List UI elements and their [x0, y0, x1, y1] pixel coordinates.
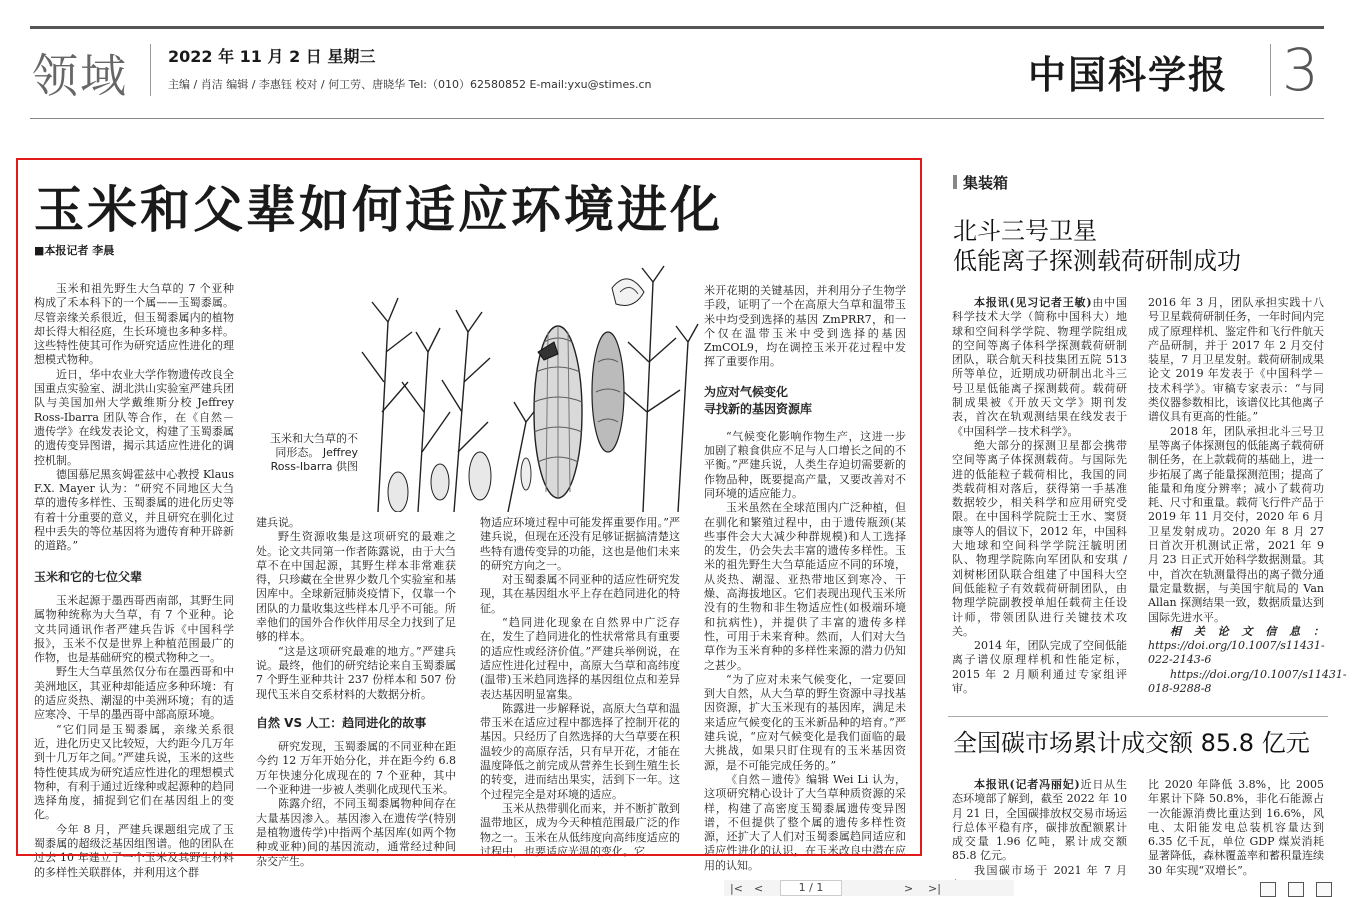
subheading: 自然 VS 人工：趋同进化的故事	[256, 715, 427, 730]
news1-title-line2: 低能离子探测载荷研制成功	[953, 247, 1241, 275]
subheading: 玉米和它的七位父辈	[34, 569, 143, 584]
paragraph: 建兵说。	[256, 516, 300, 529]
paragraph: 德国慕尼黑亥姆霍兹中心教授 Klaus F.X. Mayer 认为：“研究不同地区大刍草的遗传多样性、玉蜀黍属的进化历史等有着十分重要的意义，并且研究在驯化过程中丢失的等位基因将为遗传育种开辟新的道路。”	[34, 467, 234, 553]
news1-column-2	[1148, 296, 1347, 696]
paragraph: “这是这项研究最难的地方。”严建兵说。最终，他们的研究结论来自玉蜀黍属 7 个野生亚种共计 237 份样本和 507 份现代玉米自交系材料的大数据分析。	[256, 644, 456, 701]
paragraph: 今年 8 月，严建兵课题组完成了玉蜀黍属的超级泛基因组图谱。他的团队在过去 10 年建立了一个玉米及其野生材料的多样性关联群体，并利用这个群	[34, 822, 234, 879]
paragraph: 《自然－遗传》编辑 Wei Li 认为，这项研究精心设计了大刍草种质资源的采样，构建了高密度玉蜀黍属遗传变异图谱，不但提供了整个属的遗传多样性资源，还扩大了人们对玉蜀黍属趋同适应和适应性进化的认识，在玉米改良中潜在应用的认知。	[704, 772, 906, 872]
paragraph: 近日从生态环境部了解到，截至 2022 年 10 月 21 日，全国碳排放权交易市场运行总体平稳有序，碳排放配额累计成交量 1.96 亿吨，累计成交额 85.8 亿元。	[952, 778, 1127, 863]
article-byline: ■本报记者 李晨	[34, 244, 115, 257]
paragraph: 研究发现，玉蜀黍属的不同亚种在距今约 12 万年开始分化，并在距今约 6.8 万年快速分化成现在的 7 个亚种，其中一个亚种进一步被人类驯化成现代玉米。	[256, 740, 456, 797]
masthead-bottom-rule	[30, 118, 1324, 119]
maize-illustration	[358, 262, 700, 512]
news1-title-line1: 北斗三号卫星	[953, 217, 1097, 245]
paragraph: “趋同进化现象在自然界中广泛存在，发生了趋同进化的性状常常具有重要的适应性或经济价值。”严建兵举例说，在适应性进化过程中，高原大刍草和高纬度(温带)玉米趋同选择的基因组位点和差异表达基因明显富集。	[480, 616, 680, 701]
paragraph: 米开花期的关键基因，并利用分子生物学手段，证明了一个在高原大刍草和温带玉米中均受到选择的基因 ZmPRR7，和一个仅在温带玉米中受到选择的基因 ZmCOL9，均在调控玉米开花过程中发挥了重要作用。	[704, 284, 906, 369]
news2-column-1	[952, 778, 1127, 892]
paragraph: 陈露介绍，不同玉蜀黍属物种间存在大量基因渗入。基因渗入在遗传学(特别是植物遗传学)中指两个基因库(如两个物种或亚种)间的基因流动，通常经过种间杂交产生。	[256, 797, 456, 868]
news2-column-2	[1148, 778, 1324, 878]
paragraph: 由中国科学技术大学（简称中国科大）地球和空间科学学院、物理学院组成的空间等离子体科学探测载荷研制团队，联合航天科技集团五院 513 所等单位，近期成功研制出北斗三号卫星低能离子探测载荷。载荷研制成果被《开放天文学》期刊发表，首次在轨观测结果在线发表于《中国科学－技术科学》。	[952, 296, 1127, 438]
prev-page-icon[interactable]: <	[754, 882, 764, 895]
illustration-caption: 玉米和大刍草的不同形态。 Jeffrey Ross-Ibarra 供图	[270, 432, 358, 473]
sidebar-box-title: 集装箱	[953, 172, 1008, 193]
paragraph: 对玉蜀黍属不同亚种的适应性研究发现，其在基因组水平上存在趋同进化的特征。	[480, 573, 680, 615]
paragraph: 陈露进一步解释说，高原大刍草和温带玉米在适应过程中都选择了控制开花的基因。只经历了自然选择的大刍草要在积温较少的高原存活，只有早开花，才能在温度降低之前完成从营养生长到生殖生长的转变，进而结出果实，活到下一年。这个过程完全是对环境的适应。	[480, 701, 680, 801]
issue-date: 2022 年 11 月 2 日 星期三	[168, 47, 376, 66]
page-number-divider	[1270, 44, 1271, 96]
page-number: 3	[1282, 36, 1319, 104]
references-label: 相关论文信息：	[1170, 624, 1324, 638]
reference-link-2[interactable]: https://doi.org/10.1007/s11431-018-9288-8	[1148, 667, 1347, 696]
paragraph: 绝大部分的探测卫星都会携带空间等离子体探测载荷。与国际先进的低能粒子载荷相比，我国的同类载荷相对落后，获得第一手基准数据较少，相关科学和应用研究受限。在中国科学院院士王水、窦贤康等人的倡议下，2012 年，中国科大地球和空间科学学院汪毓明团队、物理学院陈向军团队和安琪 / 刘树彬团队联合组建了中国科大空间低能粒子有效载荷研制团队，由物理学院副教授单旭任载荷主任设计师，带领团队进行关键技术攻关。	[952, 438, 1127, 638]
article-column-4	[704, 284, 906, 873]
paper-references	[1148, 625, 1324, 668]
paragraph: 比 2020 年降低 3.8%，比 2005 年累计下降 50.8%，非化石能源占一次能源消费比重达到 16.6%，风电、太阳能发电总装机容量达到 6.35 亿千瓦，单位 GDP 煤炭消耗显著降低，森林覆盖率和蓄积量连续 30 年实现“双增长”。	[1148, 778, 1324, 877]
paragraph: 玉米虽然在全球范围内广泛种植，但在驯化和繁殖过程中，由于遗传瓶颈(某些事件会大大减少种群规模)和人工选择的发生，仍会失去丰富的遗传多样性。玉米的祖先野生大刍草能适应不同的环境，从炎热、潮湿、亚热带地区到寒冷、干燥、高海拔地区。它们表现出现代玉米所没有的生物和非生物适应性(如极端环境和抗病性)，并提供了丰富的遗传多样性，可用于未来育种。然而，人们对大刍草作为玉米育种的多样性来源的潜力仍知之甚少。	[704, 501, 906, 672]
article-column-3	[480, 516, 680, 859]
reference-link[interactable]: https://doi.org/10.1007/s11431-022-2143-6	[1148, 639, 1325, 667]
masthead-divider	[150, 44, 151, 96]
newspaper-logo: 中国科学报	[1028, 52, 1229, 97]
editor-credits: 主编 / 肖洁 编辑 / 李惠钰 校对 / 何工劳、唐晓华 Tel:（010）62580852 E-mail:yxu@stimes.cn	[168, 78, 652, 91]
paragraph: 玉米从热带驯化而来，并不断扩散到温带地区，成为今天种植范围最广泛的作物之一。玉米在从低纬度向高纬度适应的过程中，也要适应光温的变化。它	[480, 801, 680, 858]
first-page-icon[interactable]: |<	[730, 882, 743, 895]
paragraph: 2014 年，团队完成了空间低能离子谱仪原理样机和性能定标，2015 年 2 月顺利通过专家组评审。	[952, 639, 1127, 696]
paragraph: “气候变化影响作物生产，这进一步加剧了粮食供应不足与人口增长之间的不平衡。”严建兵说，人类生存迫切需要新的作物品种，既要提高产量，又要改善对不同环境的适应能力。	[704, 429, 906, 500]
paragraph: 2018 年，团队承担北斗三号卫星等离子体探测包的低能离子载荷研制任务，在上款载荷的基础上，进一步拓展了离子能量探测范围；提高了能量和角度分辨率；减小了载荷功耗、尺寸和重量。载荷飞行件产品于 2019 年 11 月交付，2020 年 6 月卫星发射成功。2020 年 8 月 27 日首次开机测试正常，2021 年 9 月 23 日正式开始科学数据测量。其中，首次在轨测量得出的离子微分通量定量数据，与美国宇航局的 Van Allan 探测结果一致，数据质量达到国际先进水平。	[1148, 424, 1324, 624]
section-name: 领域	[32, 49, 128, 103]
fit-page-icon[interactable]	[1260, 882, 1276, 897]
two-page-icon[interactable]	[1316, 882, 1332, 897]
paragraph: 玉米和祖先野生大刍草的 7 个亚种构成了禾本科下的一个属——玉蜀黍属。尽管亲缘关系很近，但玉蜀黍属内的植物却长得大相径庭，生长环境也多种多样。这些特性使其可作为研究适应性进化的理想模式物种。	[34, 282, 234, 367]
sidebar-divider	[948, 716, 1328, 717]
news2-reporter: 本报讯(记者冯丽妃)	[974, 778, 1080, 791]
paragraph: 物适应环境过程中可能发挥重要作用。”严建兵说，但现在还没有足够证据搞清楚这些特有遗传变异的功能，这也是他们未来的研究方向之一。	[480, 516, 680, 572]
article-column-1	[34, 282, 234, 880]
next-page-icon[interactable]: >	[904, 882, 914, 895]
paragraph: “为了应对未来气候变化，一定要回到大自然，从大刍草的野生资源中寻找基因资源，扩大玉米现有的基因库，满足未来适应气候变化的玉米新品种的培育。”严建兵说，“应对气候变化是我们面临的最大挑战，如果只盯住现有的玉米基因资源，是不可能完成任务的。”	[704, 672, 906, 772]
article-column-2	[256, 516, 456, 869]
single-page-icon[interactable]	[1288, 882, 1304, 897]
paragraph: 我国碳市场于 2021 年 7 月	[974, 863, 1127, 877]
article-headline: 玉米和父辈如何适应环境进化	[34, 181, 723, 239]
page-indicator[interactable]: 1 / 1	[780, 880, 842, 896]
news2-title: 全国碳市场累计成交额 85.8 亿元	[953, 729, 1310, 757]
news1-reporter: 本报讯(见习记者王敏)	[974, 296, 1092, 309]
page-navigator	[724, 880, 1014, 896]
paragraph: “它们同是玉蜀黍属，亲缘关系很近，进化历史又比较短，大约距今几万年到十几万年之间。”严建兵说，玉米的这些特性使其成为研究适应性进化的理想模式物种，有利于通过近缘种或起源种的趋同选择角度，捕捉到它们在基因组上的变化。	[34, 722, 234, 822]
top-rule	[30, 26, 1324, 29]
news1-title	[953, 216, 1241, 276]
paragraph: 野生资源收集是这项研究的最难之处。论文共同第一作者陈露说，由于大刍草不在中国起源，其野生样本非常难获得，只珍藏在全世界少数几个实验室和基因库中。全球新冠肺炎疫情下，仅靠一个团队的力量收集这些样本几乎不可能。所幸他们的国外合作伙伴用尽全力找到了足够的样本。	[256, 530, 456, 644]
subheading: 为应对气候变化 寻找新的基因资源库	[704, 384, 813, 416]
paragraph: 玉米起源于墨西哥西南部，其野生同属物种统称为大刍草，有 7 个亚种。论文共同通讯作者严建兵告诉《中国科学报》，玉米不仅是世界上种植范围最广的作物，也是基础研究的模式物种之一。	[34, 593, 234, 665]
news1-column-1	[952, 296, 1127, 696]
last-page-icon[interactable]: >|	[928, 882, 941, 895]
paragraph: 2016 年 3 月，团队承担实践十八号卫星载荷研制任务，一年时间内完成了原理样机、鉴定件和飞行件航天产品研制，并于 2017 年 2 月交付装星，7 月卫星发射。载荷研制成果论文 2019 年发表于《中国科学－技术科学》。审稿专家表示：“与同类仪器参数相比，该谱仪比其他离子谱仪具有更高的性能。”	[1148, 296, 1324, 424]
paragraph: 野生大刍草虽然仅分布在墨西哥和中美洲地区，其亚种却能适应多种环境：有的适应炎热、潮湿的中美洲环境；有的适应寒冷、干旱的墨西哥中部高原环境。	[34, 665, 234, 722]
paragraph: 近日，华中农业大学作物遗传改良全国重点实验室、湖北洪山实验室严建兵团队与美国加州大学戴维斯分校 Jeffrey Ross-Ibarra 团队等合作，在《自然－遗传学》在线发表论文，构建了玉蜀黍属的遗传变异图谱，揭示其适应性进化的调控机制。	[34, 367, 234, 467]
